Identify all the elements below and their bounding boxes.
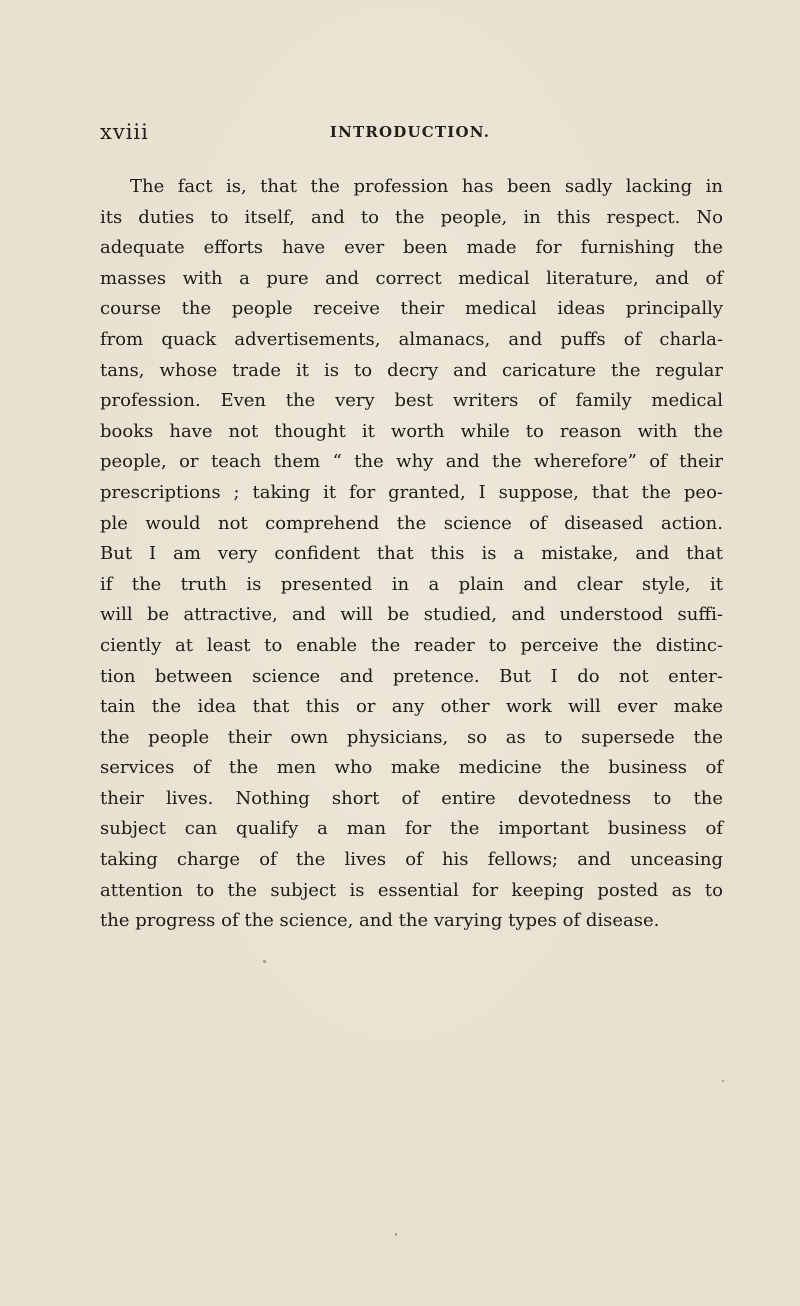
paper-speck (395, 1233, 397, 1236)
text-line: from quack advertisements, almanacs, and puffs of charla- (100, 328, 723, 350)
text-line: the people their own physicians, so as to supersede the (100, 726, 723, 748)
text-line: But I am very confident that this is a mistake, and that (100, 543, 723, 565)
text-line: ciently at least to enable the reader to perceive the distinc- (100, 634, 723, 656)
page-number: xviii (100, 120, 149, 144)
text-line: will be attractive, and will be studied, and understood suffi- (100, 604, 723, 626)
running-head: INTRODUCTION. (329, 123, 491, 141)
text-line: course the people receive their medical ideas principally (100, 298, 723, 320)
text-line: profession. Even the very best writers of family medical (100, 390, 723, 412)
text-line: subject can qualify a man for the important business of (100, 818, 723, 840)
text-line: services of the men who make medicine the business of (100, 757, 723, 779)
text-line: prescriptions ; taking it for granted, I suppose, that the peo- (100, 481, 723, 503)
body-paragraph (100, 172, 723, 937)
text-line: masses with a pure and correct medical literature, and of (100, 267, 723, 289)
text-line: people, or teach them “ the why and the wherefore” of their (100, 451, 723, 473)
text-line: adequate efforts have ever been made for furnishing the (100, 237, 723, 259)
text-line: tain the idea that this or any other work will ever make (100, 696, 723, 718)
text-line: books have not thought it worth while to reason with the (100, 420, 723, 442)
text-line: their lives. Nothing short of entire devotedness to the (100, 787, 723, 809)
text-line: tion between science and pretence. But I do not enter- (100, 665, 723, 687)
paper-speck (722, 1080, 724, 1082)
text-line: if the truth is presented in a plain and clear style, it (100, 573, 723, 595)
text-line: attention to the subject is essential for keeping posted as to (100, 879, 723, 901)
text-line: The fact is, that the profession has been sadly lacking in (130, 176, 723, 197)
text-line: tans, whose trade it is to decry and caricature the regular (100, 359, 723, 381)
text-line: taking charge of the lives of his fellows; and unceasing (100, 849, 723, 871)
text-line: ple would not comprehend the science of diseased action. (100, 512, 723, 534)
text-line: the progress of the science, and the varying types of disease. (100, 910, 660, 932)
paper-speck (263, 960, 266, 963)
text-line: its duties to itself, and to the people, in this respect. No (100, 206, 723, 228)
page-header (100, 120, 720, 152)
